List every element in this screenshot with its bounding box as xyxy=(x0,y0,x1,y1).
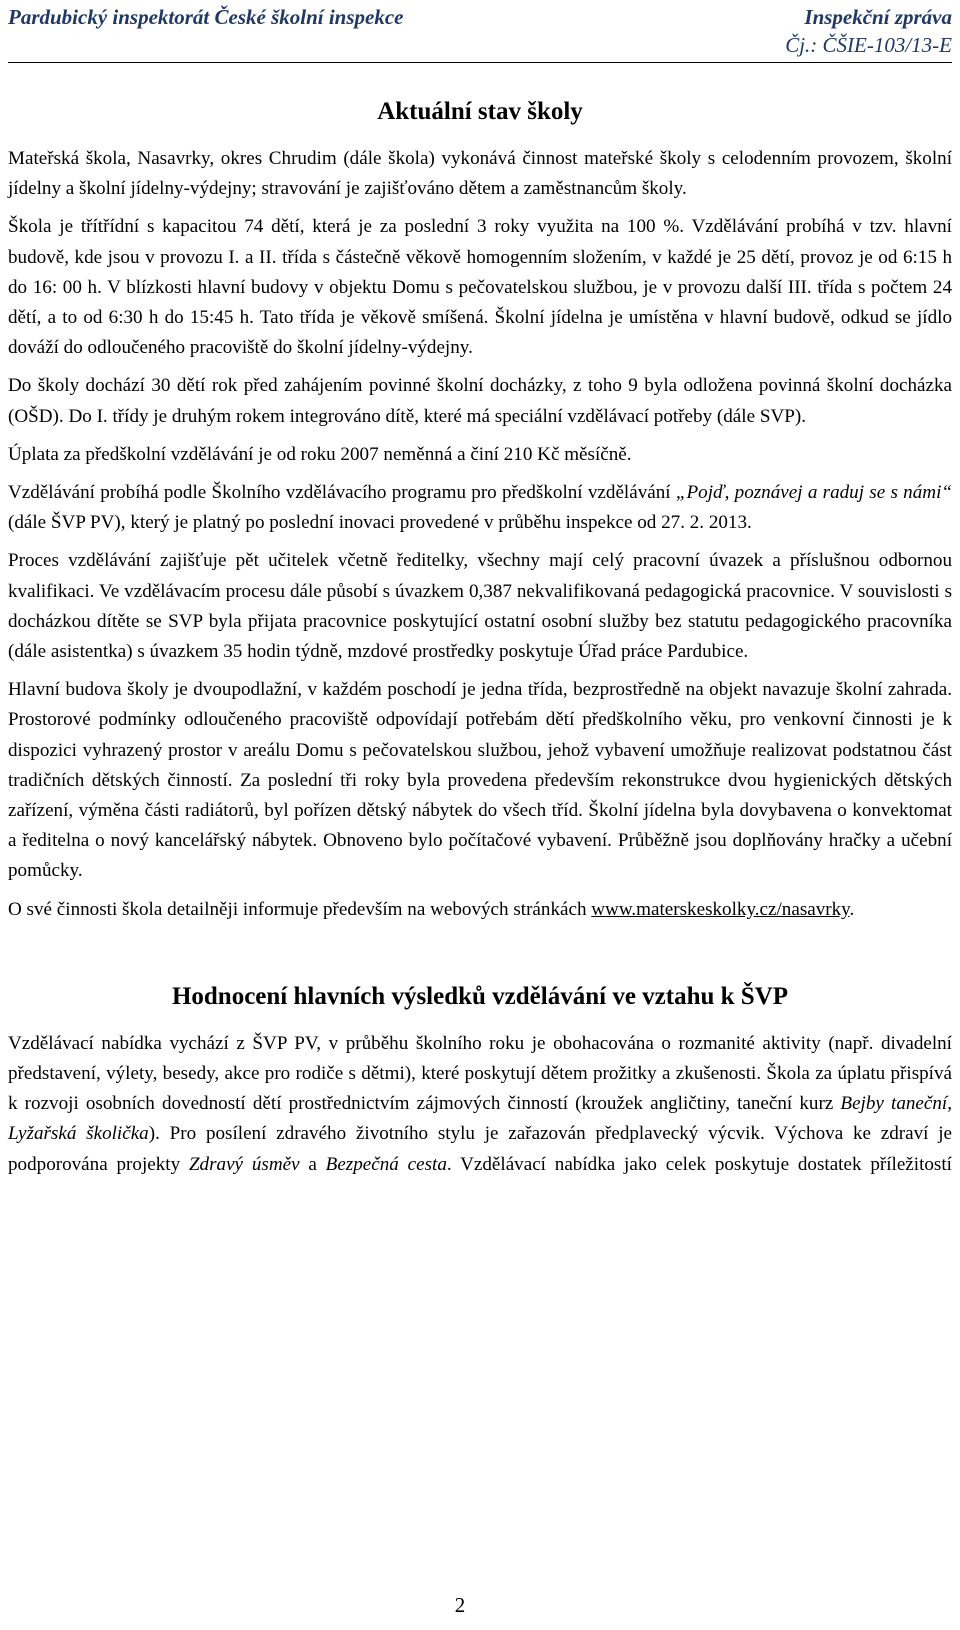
paragraph-building: Hlavní budova školy je dvoupodlažní, v každém poschodí je jedna třída, bezprostředně na objekt navazuje školní zahrada. Prostorové podmínky odloučeného pracoviště odpovídají potřebám dětí předškolního věku, pro venkovní činnosti je k dispozici vyhrazený prostor v areálu Domu s pečovatelskou službou, jehož vybavení umožňuje realizovat podstatnou část tradičních dětských činností. Za poslední tři roky byla provedena především rekonstrukce dvou hygienických dětských zařízení, výměna části radiátorů, byl pořízen dětský nábytek do všech tříd. Školní jídelna byla dovybavena o konvektomat a ředitelna o nový kancelářský nábytek. Obnoveno bylo počítačové vybavení. Průběžně jsou doplňovány hračky a učební pomůcky. xyxy=(8,679,952,882)
offer-text-d: a xyxy=(299,1153,326,1175)
offer-project-smile: Zdravý úsměv xyxy=(188,1153,300,1175)
website-link[interactable]: www.materskeskolky.cz/nasavrky xyxy=(591,898,850,920)
paragraph-school-activities: Mateřská škola, Nasavrky, okres Chrudim (dále škola) vykonává činnost mateřské školy s celodenním provozem, školní jídelny a školní jídelny-výdejny; stravování je zajišťováno dětem a zaměstnancům školy. xyxy=(8,148,952,200)
paragraph-education-program xyxy=(8,478,952,538)
offer-course-ski: Lyžařská školička xyxy=(8,1123,149,1145)
offer-text-c: ). Pro posílení zdravého životního stylu je zařazován předplavecký výcvik. Výchova ke zdraví je podporována projekty xyxy=(8,1123,953,1175)
offer-text-a: Vzdělávací nabídka vychází z ŠVP PV, v průběhu školního roku je obohacována o rozmanité aktivity (např. divadelní představení, výlety, besedy, akce pro rodiče s dětmi), které poskytují dětem prožitky a zkušenosti. Škola za úplatu přispívá k rozvoji osobních dovedností dětí prostřednictvím zájmových činností (kroužek angličtiny, taneční kurz xyxy=(8,1032,952,1115)
paragraph-staff: Proces vzdělávání zajišťuje pět učitelek včetně ředitelky, všechny mají celý pracovní úvazek a příslušnou odbornou kvalifikaci. Ve vzdělávacím procesu dále působí s úvazkem 0,387 nekvalifikovaná pedagogická pracovnice. V souvislosti s docházkou dítěte se SVP byla přijata pracovnice poskytující ostatní osobní služby bez statutu pedagogického pracovníka (dále asistentka) s úvazkem 35 hodin týdně, mzdové prostředky poskytuje Úřad práce Pardubice. xyxy=(8,550,952,663)
paragraph-website xyxy=(8,895,952,925)
paragraph-fee: Úplata za předškolní vzdělávání je od roku 2007 neměnná a činí 210 Kč měsíčně. xyxy=(8,443,632,465)
program-name: „Pojď, poznávej a raduj se s námi“ xyxy=(675,482,952,504)
document-body xyxy=(8,92,952,1188)
offer-course-dance: Bejby taneční xyxy=(840,1093,948,1115)
offer-project-safe-road: Bezpečná cesta xyxy=(325,1153,447,1175)
header-inspectorate: Pardubický inspektorát České školní inspekce xyxy=(8,5,404,29)
page-header xyxy=(8,4,952,63)
header-report-title: Inspekční zpráva xyxy=(804,5,952,29)
program-text-a: Vzdělávání probíhá podle Školního vzdělávacího programu pro předškolní vzdělávání xyxy=(8,482,676,504)
website-text-a: O své činnosti škola detailněji informuje především na webových stránkách xyxy=(8,898,592,920)
paragraph-educational-offer xyxy=(8,1029,952,1180)
offer-text-b: , xyxy=(947,1093,952,1115)
offer-text-e: . Vzdělávací nabídka jako celek poskytuje dostatek příležitostí xyxy=(446,1153,952,1175)
header-reference-number: Čj.: ČŠIE-103/13-E xyxy=(785,33,952,57)
paragraph-attendance: Do školy dochází 30 dětí rok před zahájením povinné školní docházky, z toho 9 byla odložena povinná školní docházka (OŠD). Do I. třídy je druhým rokem integrováno dítě, které má speciální vzdělávací potřeby (dále SVP). xyxy=(8,375,952,427)
section-heading-results: Hodnocení hlavních výsledků vzdělávání ve vztahu k ŠVP xyxy=(171,982,789,1010)
section-heading-current-state: Aktuální stav školy xyxy=(377,98,583,125)
paragraph-school-capacity: Škola je třítřídní s kapacitou 74 dětí, která je za poslední 3 roky využita na 100 %. Vzdělávání probíhá v tzv. hlavní budově, kde jsou v provozu I. a II. třída s částečně věkově homogenním složením, v každé je 25 dětí, provoz je od 6:15 h do 16: 00 h. V blízkosti hlavní budovy v objektu Domu s pečovatelskou službou, je v provozu další III. třída s počtem 24 dětí, a to od 6:30 h do 15:45 h. Tato třída je věkově smíšená. Školní jídelna je umístěna v hlavní budově, odkud se jídlo dováží do odloučeného pracoviště do školní jídelny-výdejny. xyxy=(8,216,952,359)
program-text-b: (dále ŠVP PV), který je platný po poslední inovaci provedené v průběhu inspekce od 27. 2. 2013. xyxy=(8,512,752,534)
website-text-b: . xyxy=(849,898,855,920)
page-number: 2 xyxy=(454,1593,466,1617)
